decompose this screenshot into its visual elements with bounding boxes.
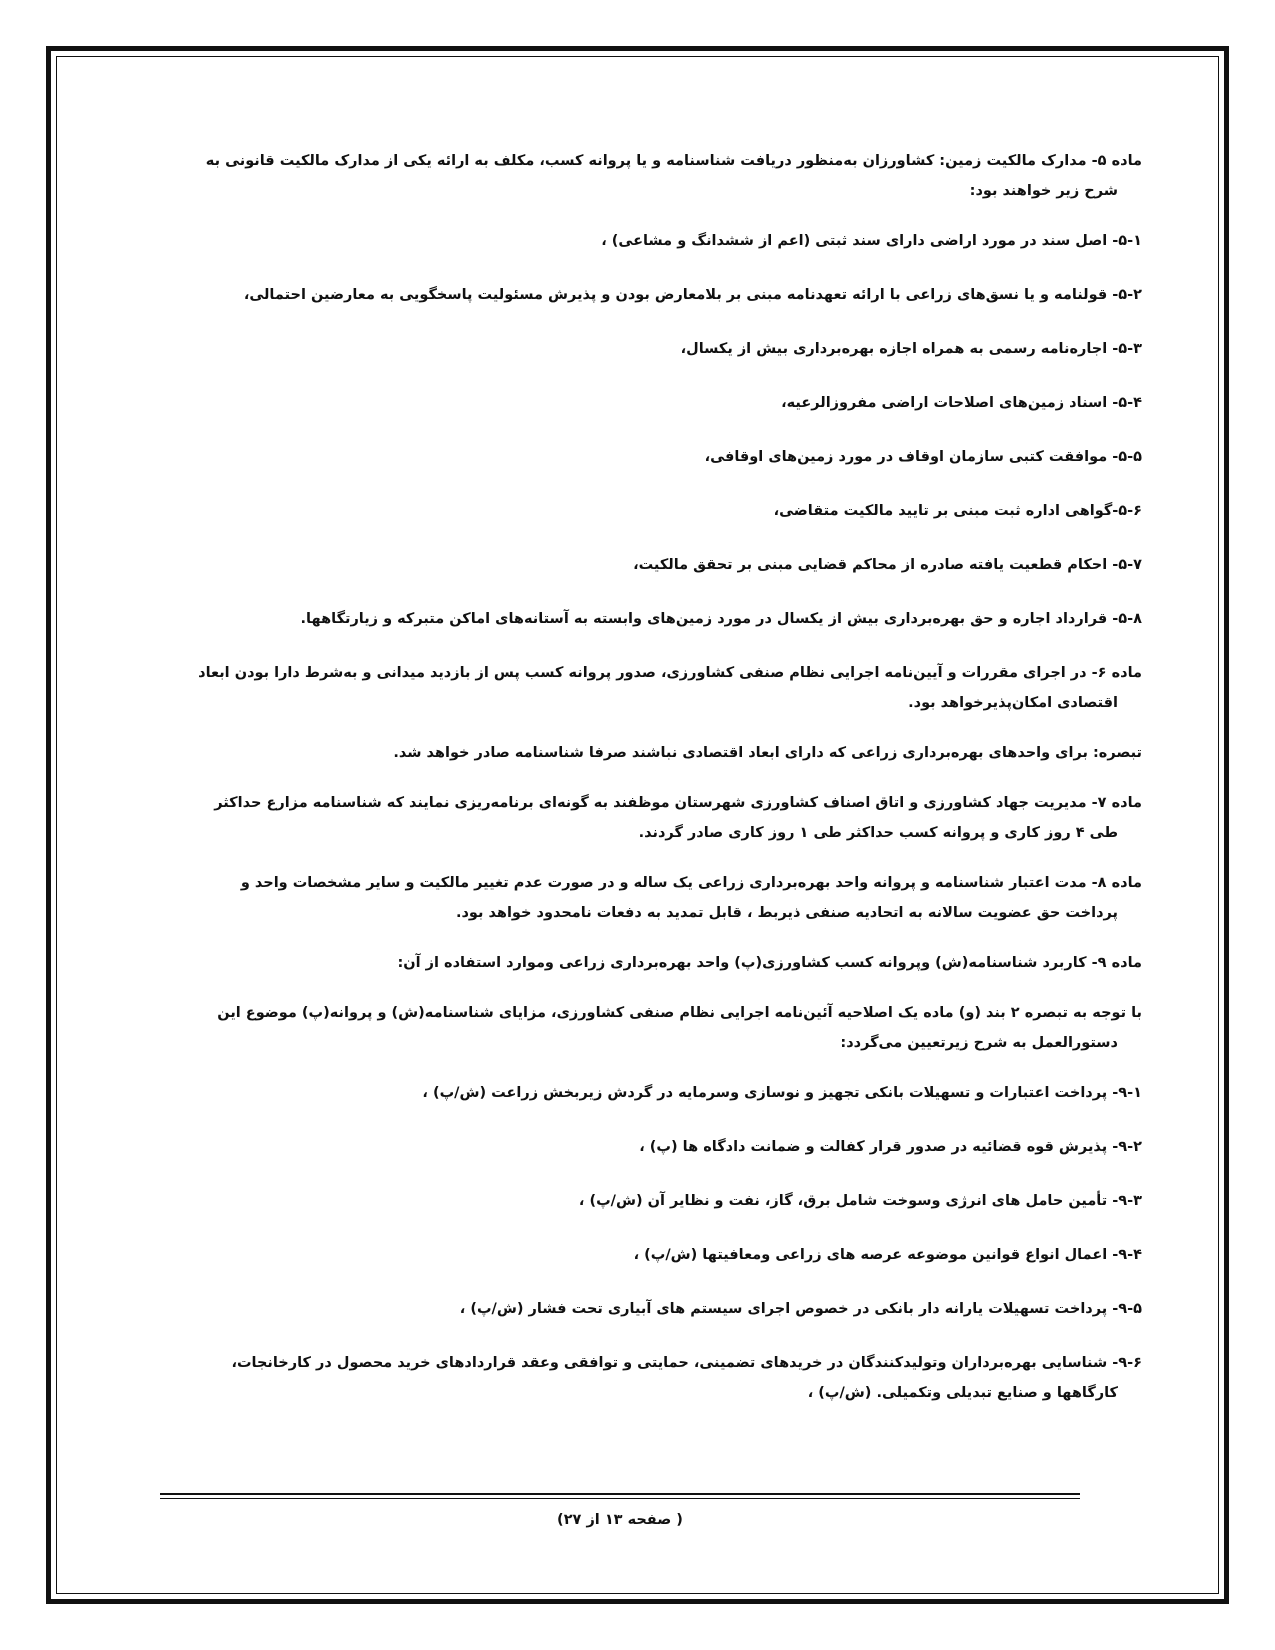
- article-8: [110, 868, 1142, 928]
- article-9-item-2: ۹-۲- پذیرش قوه قضائیه در صدور قرار کفالت و ضمانت دادگاه ها (پ) ،: [639, 1139, 1142, 1155]
- article-9-item-1: ۹-۱- پرداخت اعتبارات و تسهیلات بانکی تجهیز و نوسازی وسرمایه در گردش زیربخش زراعت (ش/پ) ،: [422, 1085, 1142, 1101]
- article-5-intro: [110, 146, 1142, 206]
- article-9-item-6-line2: کارگاهها و صنایع تبدیلی وتکمیلی. (ش/پ) ،: [807, 1385, 1118, 1401]
- article-6-line2: اقتصادی امکان‌پذیرخواهد بود.: [908, 695, 1118, 711]
- article-5-item-6: ۵-۶-گواهی اداره ثبت مبنی بر تایید مالکیت متقاضی،: [773, 503, 1142, 519]
- article-9-item-5: ۹-۵- پرداخت تسهیلات یارانه دار بانکی در خصوص اجرای سیستم های آبیاری تحت فشار (ش/پ) ،: [459, 1301, 1142, 1317]
- article-5-intro-line1: ماده ۵- مدارک مالکیت زمین: کشاورزان به‌منظور دریافت شناسنامه و یا پروانه کسب، مکلف به ارائه یکی از مدارک مالکیت قانونی به: [205, 153, 1142, 169]
- article-8-line2: پرداخت حق عضویت سالانه به اتحادیه صنفی ذیربط ، قابل تمدید به دفعات نامحدود خواهد بود.: [455, 905, 1118, 921]
- article-5-item-7: ۵-۷- احکام قطعیت یافته صادره از محاکم قضایی مبنی بر تحقق مالکیت،: [633, 557, 1142, 573]
- article-8-line1: ماده ۸- مدت اعتبار شناسنامه و پروانه واحد بهره‌برداری زراعی یک ساله و در صورت عدم تغییر مالکیت و سایر مشخصات واحد و: [240, 875, 1142, 891]
- page-number: ( صفحه ۱۳ از ۲۷): [557, 1512, 683, 1528]
- article-5-item-4: ۵-۴- اسناد زمین‌های اصلاحات اراضی مفروزالرعیه،: [781, 395, 1142, 411]
- article-9-item-6-line1: ۹-۶- شناسایی بهره‌برداران وتولیدکنندگان در خریدهای تضمینی، حمایتی و توافقی وعقد قراردادهای خرید محصول در کارخانجات،: [231, 1355, 1142, 1371]
- article-5-intro-line2: شرح زیر خواهند بود:: [969, 183, 1118, 199]
- article-5-item-1: ۵-۱- اصل سند در مورد اراضی دارای سند ثبتی (اعم از ششدانگ و مشاعی) ،: [601, 233, 1142, 249]
- article-9-item-6: [110, 1348, 1142, 1408]
- article-9-intro-line2: دستورالعمل به شرح زیرتعیین می‌گردد:: [840, 1035, 1118, 1051]
- article-5-item-3: ۵-۳- اجاره‌نامه رسمی به همراه اجازه بهره‌برداری بیش از یکسال،: [680, 341, 1142, 357]
- article-9-title: ماده ۹- کاربرد شناسنامه(ش) وپروانه کسب کشاورزی(پ) واحد بهره‌برداری زراعی وموارد استفاده از آن:: [397, 955, 1142, 971]
- article-6: [110, 658, 1142, 718]
- article-9-intro-line1: با توجه به تبصره ۲ بند (و) ماده یک اصلاحیه آئین‌نامه اجرایی نظام صنفی کشاورزی، مزایای شناسنامه(ش) و پروانه(پ) موضوع این: [217, 1005, 1142, 1021]
- article-9-item-4: ۹-۴- اعمال انواع قوانین موضوعه عرصه های زراعی ومعافیتها (ش/پ) ،: [633, 1247, 1142, 1263]
- article-7-line2: طی ۴ روز کاری و پروانه کسب حداکثر طی ۱ روز کاری صادر گردند.: [638, 825, 1118, 841]
- article-7-line1: ماده ۷- مدیریت جهاد کشاورزی و اتاق اصناف کشاورزی شهرستان موظفند به گونه‌ای برنامه‌ریزی نمایند که شناسنامه مزارع حداکثر: [214, 795, 1142, 811]
- article-5-item-8: ۵-۸- قرارداد اجاره و حق بهره‌برداری بیش از یکسال در مورد زمین‌های وابسته به آستانه‌های اماکن متبرکه و زیارتگاهها.: [300, 611, 1142, 627]
- document-body: [110, 146, 1142, 1408]
- article-5-item-5: ۵-۵- موافقت کتبی سازمان اوقاف در مورد زمین‌های اوقافی،: [704, 449, 1142, 465]
- footer-divider: [160, 1493, 1080, 1499]
- article-5-item-2: ۵-۲- قولنامه و یا نسق‌های زراعی با ارائه تعهدنامه مبنی بر بلامعارض بودن و پذیرش مسئولیت پاسخگویی به معارضین احتمالی،: [243, 287, 1142, 303]
- article-6-line1: ماده ۶- در اجرای مقررات و آیین‌نامه اجرایی نظام صنفی کشاورزی، صدور پروانه کسب پس از بازدید میدانی و به‌شرط دارا بودن ابعاد: [198, 665, 1142, 681]
- article-9-intro: [110, 998, 1142, 1058]
- article-6-note: تبصره: برای واحدهای بهره‌برداری زراعی که دارای ابعاد اقتصادی نباشند صرفا شناسنامه صادر خواهد شد.: [393, 745, 1142, 761]
- article-9-item-3: ۹-۳- تأمین حامل های انرژی وسوخت شامل برق، گاز، نفت و نظایر آن (ش/پ) ،: [578, 1193, 1142, 1209]
- article-7: [110, 788, 1142, 848]
